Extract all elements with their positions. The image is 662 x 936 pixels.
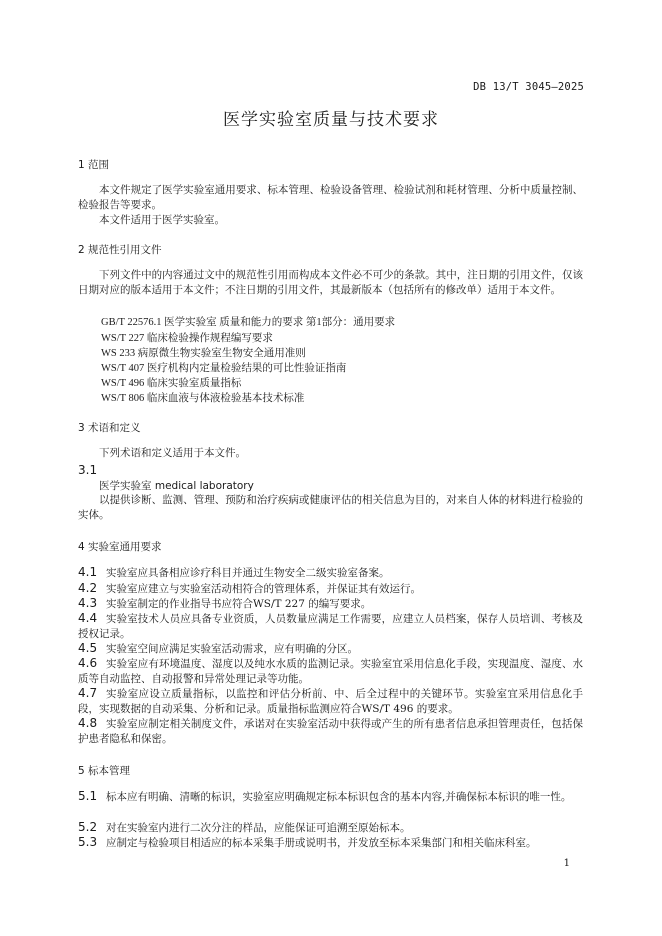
clause-number: 4.7 [78, 686, 98, 700]
reference-item: WS 233 病原微生物实验室生物安全通用准则 [101, 348, 306, 359]
clause-number: 4.6 [78, 656, 98, 670]
reference-item: WS/T 806 临床血液与体液检验基本技术标准 [101, 393, 305, 404]
clause-text: 实验室空间应满足实验室活动需求，应有明确的分区。 [106, 643, 358, 655]
clause-text: 实验室应建立与实验室活动相符合的管理体系，并保证其有效运行。 [106, 583, 421, 595]
clause-text: 对在实验室内进行二次分注的样品，应能保证可追溯至原始标本。 [106, 822, 411, 834]
page-number: 1 [563, 858, 570, 869]
section-5-heading: 5 标本管理 [78, 765, 131, 777]
clause-number: 5.1 [78, 789, 98, 803]
clause-text: 实验室应设立质量指标，以监控和评估分析前、中、后全过程中的关键环节。实验室宜采用信息化手段，实现数据的自动采集、分析和记录。质量指标监测应符合WS/T 496 的要求。 [78, 688, 583, 716]
section-2-paragraph: 下列文件中的内容通过文中的规范性引用而构成本文件必不可少的条款。其中，注日期的引用文件，仅该日期对应的版本适用于本文件；不注日期的引用文件，其最新版本（包括所有的修改单）适用于本文件。 [78, 269, 583, 297]
clause-text: 实验室制定的作业指导书应符合WS/T 227 的编写要求。 [106, 598, 372, 610]
clause-number: 5.2 [78, 820, 98, 834]
clause-text: 实验室应具备相应诊疗科目并通过生物安全二级实验室备案。 [106, 567, 390, 579]
clause-text: 标本应有明确、清晰的标识，实验室应明确规定标本标识包含的基本内容,并确保标本标识的唯一性。 [106, 791, 572, 803]
standard-code: DB 13/T 3045—2025 [473, 81, 584, 93]
clause-number: 4.5 [78, 641, 98, 655]
reference-item: WS/T 496 临床实验室质量指标 [101, 378, 242, 389]
clause-number: 5.3 [78, 835, 98, 849]
term-definition: 以提供诊断、监测、管理、预防和治疗疾病或健康评估的相关信息为目的，对来自人体的材料进行检验的实体。 [78, 494, 583, 522]
section-1-paragraph-1: 本文件规定了医学实验室通用要求、标本管理、检验设备管理、检验试剂和耗材管理、分析中质量控制、检验报告等要求。 [78, 184, 583, 212]
clause-text: 应制定与检验项目相适应的标本采集手册或说明书，并发放至标本采集部门和相关临床科室。 [106, 837, 537, 849]
clause-text: 实验室技术人员应具备专业资质，人员数量应满足工作需要，应建立人员档案，保存人员培训、考核及授权记录。 [78, 613, 583, 641]
clause-number: 4.2 [78, 581, 98, 595]
term-name: 医学实验室 medical laboratory [99, 480, 254, 492]
clause-text: 实验室应制定相关制度文件，承诺对在实验室活动中获得或产生的所有患者信息承担管理责任，包括保护患者隐私和保密。 [78, 718, 583, 746]
section-1-paragraph-2: 本文件适用于医学实验室。 [99, 214, 225, 226]
reference-item: WS/T 407 医疗机构内定量检验结果的可比性验证指南 [101, 363, 347, 374]
section-3-heading: 3 术语和定义 [78, 422, 141, 434]
section-1-heading: 1 范围 [78, 159, 110, 171]
reference-item: WS/T 227 临床检验操作规程编写要求 [101, 333, 273, 344]
section-2-heading: 2 规范性引用文件 [78, 244, 162, 256]
term-number: 3.1 [78, 463, 98, 477]
section-4-heading: 4 实验室通用要求 [78, 541, 162, 553]
reference-item: GB/T 22576.1 医学实验室 质量和能力的要求 第1部分：通用要求 [101, 317, 396, 328]
clause-number: 4.4 [78, 611, 98, 625]
clause-number: 4.8 [78, 716, 98, 730]
clause-number: 4.3 [78, 596, 98, 610]
section-3-intro: 下列术语和定义适用于本文件。 [99, 447, 246, 459]
clause-text: 实验室应有环境温度、湿度以及纯水水质的监测记录。实验室宜采用信息化手段，实现温度、湿度、水质等自动监控、自动报警和异常处理记录等功能。 [78, 658, 583, 686]
document-title: 医学实验室质量与技术要求 [223, 110, 439, 130]
clause-number: 4.1 [78, 565, 98, 579]
